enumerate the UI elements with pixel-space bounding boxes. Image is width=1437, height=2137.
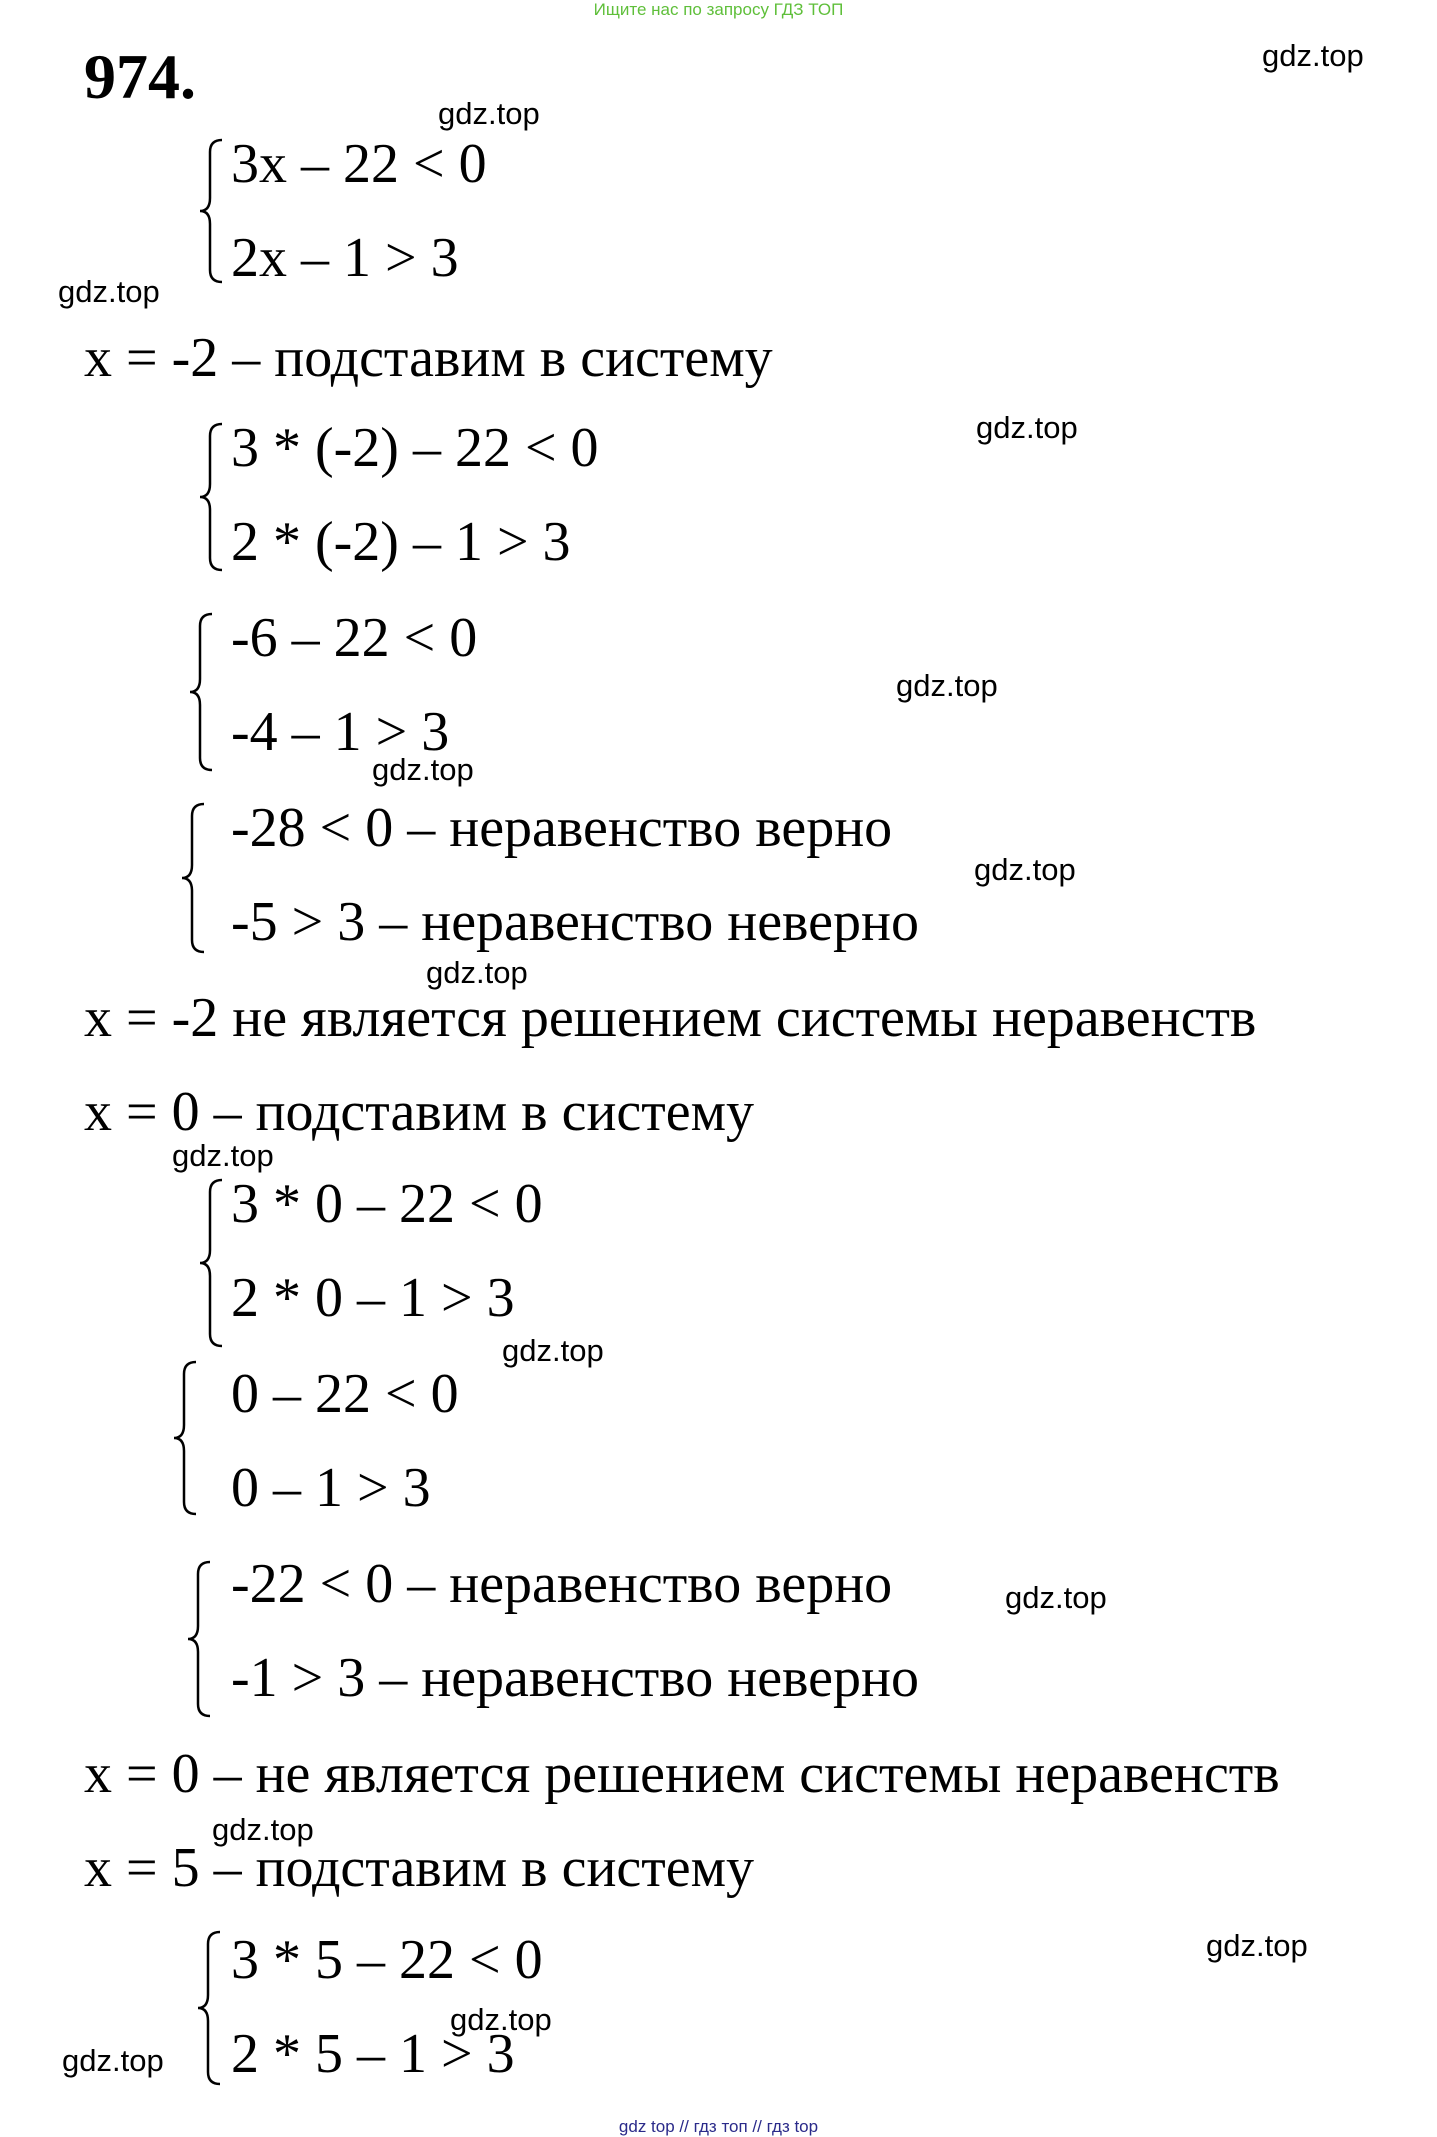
- watermark: gdz.top: [172, 1138, 274, 1173]
- step-intro: x = 0 – подставим в систему: [84, 1081, 755, 1143]
- system-line: 3x – 22 < 0: [231, 133, 487, 195]
- task-number: 974.: [84, 41, 196, 112]
- system-line: 2 * 5 – 1 > 3: [231, 2023, 515, 2085]
- watermark: gdz.top: [974, 852, 1076, 887]
- brace-icon: [196, 1930, 226, 2086]
- system-line: -22 < 0 – неравенство верно: [231, 1553, 893, 1615]
- watermark: gdz.top: [62, 2043, 164, 2078]
- brace-icon: [198, 422, 228, 572]
- brace-icon: [186, 1560, 216, 1718]
- brace-icon: [188, 612, 218, 772]
- system-line: 0 – 22 < 0: [231, 1363, 459, 1425]
- brace-icon: [198, 1178, 228, 1348]
- brace-icon: [198, 138, 228, 284]
- system-line: -6 – 22 < 0: [231, 607, 478, 669]
- watermark: gdz.top: [502, 1333, 604, 1368]
- step-conclusion: x = -2 не является решением системы неравенств: [84, 987, 1257, 1049]
- watermark: gdz.top: [896, 668, 998, 703]
- system-line: -4 – 1 > 3: [231, 701, 450, 763]
- watermark: gdz.top: [372, 752, 474, 787]
- watermark: gdz.top: [976, 410, 1078, 445]
- watermark: gdz.top: [58, 274, 160, 309]
- system-line: 3 * (-2) – 22 < 0: [231, 417, 599, 479]
- system-line: -5 > 3 – неравенство неверно: [231, 891, 919, 953]
- system-line: -1 > 3 – неравенство неверно: [231, 1647, 919, 1709]
- watermark: gdz.top: [426, 955, 528, 990]
- brace-icon: [172, 1360, 202, 1516]
- system-line: 3 * 0 – 22 < 0: [231, 1173, 543, 1235]
- system-line: 3 * 5 – 22 < 0: [231, 1929, 543, 1991]
- watermark: gdz.top: [212, 1812, 314, 1847]
- system-line: 2 * 0 – 1 > 3: [231, 1267, 515, 1329]
- footer-links: gdz top // гдз топ // гдз top: [618, 2117, 819, 2136]
- watermark: gdz.top: [450, 2002, 552, 2037]
- step-conclusion: x = 0 – не является решением системы неравенств: [84, 1743, 1280, 1805]
- system-line: 0 – 1 > 3: [231, 1457, 431, 1519]
- system-line: -28 < 0 – неравенство верно: [231, 797, 893, 859]
- system-line: 2 * (-2) – 1 > 3: [231, 511, 571, 573]
- step-intro: x = -2 – подставим в систему: [84, 327, 773, 389]
- watermark: gdz.top: [438, 96, 540, 131]
- watermark: gdz.top: [1206, 1928, 1308, 1963]
- watermark: gdz.top: [1262, 38, 1364, 73]
- system-line: 2x – 1 > 3: [231, 227, 459, 289]
- step-intro: x = 5 – подставим в систему: [84, 1837, 755, 1899]
- top-banner: Ищите нас по запросу ГДЗ ТОП: [593, 0, 844, 19]
- brace-icon: [180, 802, 210, 954]
- watermark: gdz.top: [1005, 1580, 1107, 1615]
